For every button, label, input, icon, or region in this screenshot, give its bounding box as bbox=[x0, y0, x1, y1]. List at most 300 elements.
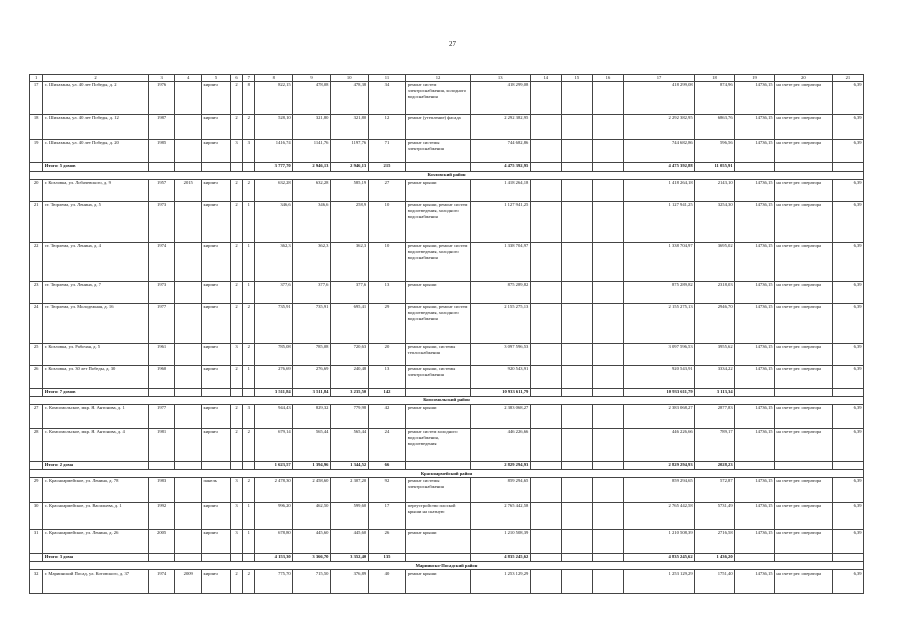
table-cell bbox=[561, 179, 592, 201]
table-cell bbox=[230, 553, 242, 561]
table-cell bbox=[592, 114, 623, 139]
table-cell: 14736,15 bbox=[735, 529, 775, 553]
table-cell: 6,39 bbox=[832, 428, 863, 461]
table-cell bbox=[530, 428, 561, 461]
table-cell bbox=[175, 162, 202, 171]
column-number: 1 bbox=[30, 75, 43, 82]
table-cell bbox=[592, 502, 623, 529]
table-cell: 679,14 bbox=[255, 428, 293, 461]
table-cell: 1 bbox=[243, 502, 255, 529]
table-cell: 13 bbox=[368, 365, 406, 388]
table-cell: кирпич bbox=[202, 529, 231, 553]
table-cell bbox=[592, 477, 623, 502]
table-cell: 24 bbox=[368, 428, 406, 461]
table-cell: 32 bbox=[30, 569, 43, 593]
table-cell: 3 097 596,53 bbox=[470, 343, 530, 365]
table-cell: 4 153,30 bbox=[255, 553, 293, 561]
table-cell: 3 352,40 bbox=[330, 553, 368, 561]
table-cell: 785,08 bbox=[293, 343, 331, 365]
table-cell bbox=[561, 502, 592, 529]
total-row bbox=[30, 388, 864, 396]
table-cell: кирпич bbox=[202, 502, 231, 529]
table-cell: 14736,15 bbox=[735, 281, 775, 303]
table-cell: 3 777,70 bbox=[255, 162, 293, 171]
table-row bbox=[30, 343, 864, 365]
table-cell bbox=[530, 553, 561, 561]
table-cell: 1983 bbox=[148, 477, 175, 502]
table-cell: 2 383 068,27 bbox=[470, 404, 530, 428]
table-cell bbox=[230, 388, 242, 396]
table-cell: 3 bbox=[230, 343, 242, 365]
table-cell: 6,39 bbox=[832, 139, 863, 162]
table-cell: ремонт крыши bbox=[406, 529, 470, 553]
table-row bbox=[30, 201, 864, 242]
column-number: 15 bbox=[561, 75, 592, 82]
table-cell bbox=[243, 461, 255, 469]
table-cell: 321,80 bbox=[293, 114, 331, 139]
table-cell: ремонт крыши bbox=[406, 179, 470, 201]
table-cell: 1957 bbox=[148, 179, 175, 201]
table-cell: 17 bbox=[368, 502, 406, 529]
table-cell: 1973 bbox=[148, 201, 175, 242]
table-cell bbox=[561, 303, 592, 343]
table-cell: 4 475 392,95 bbox=[470, 162, 530, 171]
table-cell: 920 543,91 bbox=[470, 365, 530, 388]
table-cell: кирпич bbox=[202, 242, 231, 281]
table-cell: 30 bbox=[30, 502, 43, 529]
table-cell bbox=[530, 81, 561, 114]
district-header-row bbox=[30, 171, 864, 179]
table-cell: 3955,62 bbox=[695, 343, 735, 365]
table-cell: 14736,15 bbox=[735, 569, 775, 593]
table-cell: 6,39 bbox=[832, 529, 863, 553]
table-cell bbox=[175, 461, 202, 469]
table-cell: 1987 bbox=[148, 114, 175, 139]
table-cell bbox=[30, 162, 43, 171]
table-cell: 4 835 245,62 bbox=[470, 553, 530, 561]
table-cell: 92 bbox=[368, 477, 406, 502]
table-cell: 3 511,84 bbox=[293, 388, 331, 396]
table-cell: 1973 bbox=[148, 281, 175, 303]
table-cell bbox=[202, 388, 231, 396]
table-cell: 2 292 382,95 bbox=[470, 114, 530, 139]
table-cell: 2143,10 bbox=[695, 179, 735, 201]
table-cell: 27 bbox=[368, 179, 406, 201]
table-cell bbox=[561, 81, 592, 114]
table-cell: 2015 bbox=[175, 179, 202, 201]
table-cell bbox=[735, 388, 775, 396]
table-cell: 1 253 129,29 bbox=[470, 569, 530, 593]
table-cell: 4 475 392,88 bbox=[623, 162, 694, 171]
table-row bbox=[30, 303, 864, 343]
table-cell: на счете рег. оператора bbox=[774, 201, 832, 242]
table-cell: 735,91 bbox=[255, 303, 293, 343]
table-cell: 1 253 129,29 bbox=[623, 569, 694, 593]
table-cell: с. Шихазаны, ул. 40 лет Победы, д. 20 bbox=[43, 139, 148, 162]
table-cell: с. Красноармейское, ул. Ленина, д. 78 bbox=[43, 477, 148, 502]
column-number: 4 bbox=[175, 75, 202, 82]
table-cell bbox=[406, 388, 470, 396]
table-cell: 822,15 bbox=[255, 81, 293, 114]
table-cell: г. Козловка, ул. Лобачевского, д. 9 bbox=[43, 179, 148, 201]
table-cell bbox=[530, 281, 561, 303]
table-cell: 4 835 245,62 bbox=[623, 553, 694, 561]
table-cell bbox=[202, 461, 231, 469]
table-cell: кирпич bbox=[202, 139, 231, 162]
table-cell bbox=[30, 388, 43, 396]
table-cell: 2 155 275,13 bbox=[623, 303, 694, 343]
table-cell bbox=[735, 461, 775, 469]
table-cell: ст. Тюрлема, ул. Ленина, д. 5 bbox=[43, 201, 148, 242]
table-cell: на счете рег. оператора bbox=[774, 428, 832, 461]
table-cell: 418 299,08 bbox=[470, 81, 530, 114]
table-cell: 2 829 294,93 bbox=[470, 461, 530, 469]
table-cell: 42 bbox=[368, 404, 406, 428]
table-cell bbox=[406, 162, 470, 171]
table-cell: 2 946,13 bbox=[293, 162, 331, 171]
table-cell: 17 bbox=[30, 81, 43, 114]
table-cell: ст. Тюрлема, ул. Молодежная, д. 16 bbox=[43, 303, 148, 343]
table-cell bbox=[561, 388, 592, 396]
table-cell: 10 bbox=[368, 242, 406, 281]
table-cell: Итого: 2 дома bbox=[43, 461, 148, 469]
table-cell bbox=[561, 242, 592, 281]
column-number-row bbox=[30, 75, 864, 82]
table-cell: 13 bbox=[368, 281, 406, 303]
table-cell: 14736,15 bbox=[735, 343, 775, 365]
table-cell: 31 bbox=[30, 529, 43, 553]
table-cell: 1977 bbox=[148, 404, 175, 428]
district-name: Красноармейский район bbox=[30, 469, 864, 477]
table-cell: на счете рег. оператора bbox=[774, 365, 832, 388]
table-cell: 565,44 bbox=[330, 428, 368, 461]
table-cell: 789,17 bbox=[695, 428, 735, 461]
table-cell bbox=[774, 553, 832, 561]
table-cell bbox=[592, 404, 623, 428]
table-cell: 276,69 bbox=[293, 365, 331, 388]
table-cell: 6,39 bbox=[832, 179, 863, 201]
table-cell: г. Мариинский Посад, ул. Котовского, д. 37 bbox=[43, 569, 148, 593]
table-cell: 2 bbox=[230, 242, 242, 281]
table-cell: 2 307,20 bbox=[330, 477, 368, 502]
table-cell: 829,32 bbox=[293, 404, 331, 428]
table-cell: 8 bbox=[243, 81, 255, 114]
table-cell bbox=[592, 303, 623, 343]
table-cell bbox=[561, 404, 592, 428]
table-cell: 11 055,91 bbox=[695, 162, 735, 171]
column-number: 18 bbox=[695, 75, 735, 82]
table-row bbox=[30, 529, 864, 553]
table-cell bbox=[175, 365, 202, 388]
table-cell: ремонт систем холодного водоснабжения, водоотведения bbox=[406, 428, 470, 461]
district-header-row bbox=[30, 562, 864, 570]
table-cell: 2877,83 bbox=[695, 404, 735, 428]
table-cell bbox=[561, 477, 592, 502]
table-cell: кирпич bbox=[202, 179, 231, 201]
table-cell: 446 226,66 bbox=[470, 428, 530, 461]
district-name: Мариинско-Посадский район bbox=[30, 562, 864, 570]
table-cell: 445,60 bbox=[330, 529, 368, 553]
table-cell: 3 bbox=[230, 502, 242, 529]
table-cell: 6,39 bbox=[832, 477, 863, 502]
table-cell: на счете рег. оператора bbox=[774, 477, 832, 502]
table-cell: 14736,15 bbox=[735, 404, 775, 428]
table-cell: 2 292 382,95 bbox=[623, 114, 694, 139]
table-cell bbox=[592, 365, 623, 388]
table-cell: 14736,15 bbox=[735, 477, 775, 502]
table-cell: 1 bbox=[243, 242, 255, 281]
table-cell bbox=[530, 502, 561, 529]
table-cell: кирпич bbox=[202, 201, 231, 242]
table-cell bbox=[832, 162, 863, 171]
table-cell bbox=[530, 139, 561, 162]
table-cell: кирпич bbox=[202, 281, 231, 303]
table-cell: 1974 bbox=[148, 569, 175, 593]
table-cell: 5731,49 bbox=[695, 502, 735, 529]
table-cell bbox=[530, 162, 561, 171]
district-header-row bbox=[30, 396, 864, 404]
table-cell: на счете рег. оператора bbox=[774, 114, 832, 139]
table-cell: 6863,76 bbox=[695, 114, 735, 139]
table-cell: 258,9 bbox=[330, 201, 368, 242]
table-cell: Итого: 7 домов bbox=[43, 388, 148, 396]
table-cell: 874,96 bbox=[695, 81, 735, 114]
table-cell: 22 bbox=[30, 242, 43, 281]
table-cell: 585,19 bbox=[330, 179, 368, 201]
table-cell: 10 933 611,79 bbox=[623, 388, 694, 396]
table-cell bbox=[530, 404, 561, 428]
table-cell: 6,39 bbox=[832, 303, 863, 343]
table-cell: кирпич bbox=[202, 569, 231, 593]
table-row bbox=[30, 365, 864, 388]
table-cell: 377,6 bbox=[293, 281, 331, 303]
table-cell bbox=[230, 162, 242, 171]
table-cell: 3 511,84 bbox=[255, 388, 293, 396]
table-cell: 445,60 bbox=[293, 529, 331, 553]
table-cell bbox=[175, 477, 202, 502]
table-cell: 1 127 941,25 bbox=[470, 201, 530, 242]
table-cell: 462,50 bbox=[293, 502, 331, 529]
table-cell: 695,41 bbox=[330, 303, 368, 343]
table-cell bbox=[148, 553, 175, 561]
table-cell: 446 226,66 bbox=[623, 428, 694, 461]
table-cell: ремонт крыши bbox=[406, 281, 470, 303]
table-row bbox=[30, 428, 864, 461]
table-cell: 6,39 bbox=[832, 201, 863, 242]
table-cell: 2005 bbox=[148, 529, 175, 553]
table-cell bbox=[592, 201, 623, 242]
table-cell: 775,70 bbox=[255, 569, 293, 593]
table-cell: 377,6 bbox=[255, 281, 293, 303]
table-cell: 29 bbox=[30, 477, 43, 502]
table-cell: 3254,30 bbox=[695, 201, 735, 242]
table-cell bbox=[530, 365, 561, 388]
table-cell: ремонт крыши, ремонт систем водоотведения, холодного водоснабжения bbox=[406, 303, 470, 343]
table-cell: 2 bbox=[243, 428, 255, 461]
table-cell: 859 294,65 bbox=[623, 477, 694, 502]
district-name: Комсомольский район bbox=[30, 396, 864, 404]
table-cell bbox=[530, 242, 561, 281]
table-cell: ремонт систем электроснабжения, холодного водоснабжения bbox=[406, 81, 470, 114]
table-cell: ремонт крыши, ремонт систем водоотведения, холодного водоснабжения bbox=[406, 201, 470, 242]
table-cell bbox=[561, 139, 592, 162]
table-cell: 1751,40 bbox=[695, 569, 735, 593]
table-cell: 1141,76 bbox=[293, 139, 331, 162]
table-cell bbox=[243, 162, 255, 171]
table-cell: 2716,58 bbox=[695, 529, 735, 553]
table-cell: на счете рег. оператора bbox=[774, 569, 832, 593]
table-cell bbox=[832, 461, 863, 469]
table-cell: 19 bbox=[30, 139, 43, 162]
table-row bbox=[30, 281, 864, 303]
table-cell: кирпич bbox=[202, 81, 231, 114]
table-cell: 2 bbox=[230, 114, 242, 139]
table-cell: с. Шихазаны, ул. 40 лет Победы, д. 2 bbox=[43, 81, 148, 114]
table-cell bbox=[832, 388, 863, 396]
total-row bbox=[30, 461, 864, 469]
table-cell: 2 bbox=[230, 404, 242, 428]
table-cell bbox=[175, 139, 202, 162]
table-cell: ст. Тюрлема, ул. Ленина, д. 4 bbox=[43, 242, 148, 281]
table-cell bbox=[148, 388, 175, 396]
column-number: 19 bbox=[735, 75, 775, 82]
table-cell bbox=[530, 303, 561, 343]
table-cell bbox=[774, 388, 832, 396]
table-cell bbox=[592, 179, 623, 201]
table-cell bbox=[561, 553, 592, 561]
table-cell: 12 bbox=[368, 114, 406, 139]
table-cell bbox=[592, 428, 623, 461]
table-cell: 2 bbox=[230, 569, 242, 593]
table-cell: 23 bbox=[30, 281, 43, 303]
table-cell bbox=[243, 388, 255, 396]
table-cell bbox=[175, 404, 202, 428]
table-cell: 2946,70 bbox=[695, 303, 735, 343]
table-cell: 2009 bbox=[175, 569, 202, 593]
table-cell: 920 543,91 bbox=[623, 365, 694, 388]
repair-program-table bbox=[29, 74, 864, 594]
table-cell: ремонт крыши, системы электроснабжения bbox=[406, 365, 470, 388]
table-cell bbox=[530, 201, 561, 242]
table-cell: Итого: 5 домов bbox=[43, 162, 148, 171]
table-cell bbox=[148, 162, 175, 171]
table-cell: 1 bbox=[243, 281, 255, 303]
table-cell: 3 bbox=[243, 404, 255, 428]
table-cell: 321,80 bbox=[330, 114, 368, 139]
table-row bbox=[30, 81, 864, 114]
table-cell: 2 383 068,27 bbox=[623, 404, 694, 428]
table-cell: 20 bbox=[30, 179, 43, 201]
table-row bbox=[30, 114, 864, 139]
table-cell: 6,39 bbox=[832, 569, 863, 593]
table-cell: 6,39 bbox=[832, 81, 863, 114]
column-number: 3 bbox=[148, 75, 175, 82]
table-cell bbox=[592, 529, 623, 553]
table-cell: ремонт (утепление) фасада bbox=[406, 114, 470, 139]
table-cell: 1 418 264,18 bbox=[470, 179, 530, 201]
table-cell: 346,6 bbox=[255, 201, 293, 242]
table-cell: 2 bbox=[243, 477, 255, 502]
table-cell: 362,3 bbox=[255, 242, 293, 281]
table-cell: 377,6 bbox=[330, 281, 368, 303]
column-number: 5 bbox=[202, 75, 231, 82]
table-cell: с. Комсомольское, мкр. Я. Антонова, д. 4 bbox=[43, 428, 148, 461]
table-cell bbox=[530, 461, 561, 469]
table-cell: панель bbox=[202, 477, 231, 502]
column-number: 21 bbox=[832, 75, 863, 82]
table-cell bbox=[774, 461, 832, 469]
table-cell bbox=[30, 553, 43, 561]
table-cell: на счете рег. оператора bbox=[774, 81, 832, 114]
table-cell: 14736,15 bbox=[735, 201, 775, 242]
table-cell: 40 bbox=[368, 569, 406, 593]
table-cell: 1 bbox=[243, 529, 255, 553]
table-cell: 6,39 bbox=[832, 404, 863, 428]
table-row bbox=[30, 139, 864, 162]
table-cell: на счете рег. оператора bbox=[774, 502, 832, 529]
table-cell: 875 289,82 bbox=[470, 281, 530, 303]
table-cell bbox=[175, 343, 202, 365]
table-cell: 2 155 275,13 bbox=[470, 303, 530, 343]
table-cell bbox=[175, 529, 202, 553]
table-cell: ремонт крыши, системы теплоснабжения bbox=[406, 343, 470, 365]
table-cell: 376,89 bbox=[330, 569, 368, 593]
table-cell bbox=[832, 553, 863, 561]
column-number: 9 bbox=[293, 75, 331, 82]
table-cell: 2 bbox=[230, 303, 242, 343]
table-cell: 1961 bbox=[148, 343, 175, 365]
column-number: 2 bbox=[43, 75, 148, 82]
table-cell: на счете рег. оператора bbox=[774, 179, 832, 201]
table-cell: 785,08 bbox=[255, 343, 293, 365]
total-row bbox=[30, 162, 864, 171]
column-number: 10 bbox=[330, 75, 368, 82]
table-cell bbox=[592, 162, 623, 171]
table-cell: ремонт системы электроснабжения bbox=[406, 139, 470, 162]
table-cell: переустройство плоской крыши на скатную bbox=[406, 502, 470, 529]
district-name: Козловский район bbox=[30, 171, 864, 179]
table-cell: 596,56 bbox=[695, 139, 735, 162]
table-cell bbox=[561, 365, 592, 388]
table-cell: на счете рег. оператора bbox=[774, 303, 832, 343]
table-cell bbox=[561, 529, 592, 553]
table-cell: 14736,15 bbox=[735, 242, 775, 281]
table-cell bbox=[175, 303, 202, 343]
table-cell bbox=[175, 114, 202, 139]
column-number: 7 bbox=[243, 75, 255, 82]
table-cell: 735,91 bbox=[293, 303, 331, 343]
table-cell bbox=[561, 569, 592, 593]
table-cell: ремонт крыши, ремонт систем водоотведения, холодного водоснабжения bbox=[406, 242, 470, 281]
table-row bbox=[30, 179, 864, 201]
table-cell bbox=[561, 281, 592, 303]
table-cell: г. Козловка, ул. 30 лет Победы, д. 30 bbox=[43, 365, 148, 388]
table-cell: 10 bbox=[368, 201, 406, 242]
table-cell: 1960 bbox=[148, 365, 175, 388]
table-cell bbox=[561, 461, 592, 469]
table-cell bbox=[230, 461, 242, 469]
column-number: 8 bbox=[255, 75, 293, 82]
table-cell: 3 bbox=[230, 477, 242, 502]
table-cell: 3 113,34 bbox=[695, 388, 735, 396]
column-number: 6 bbox=[230, 75, 242, 82]
table-cell: 21 bbox=[30, 201, 43, 242]
table-cell: 2 478,30 bbox=[255, 477, 293, 502]
table-cell: 2 bbox=[243, 343, 255, 365]
table-cell: г. Козловка, ул. Рабочая, д. 5 bbox=[43, 343, 148, 365]
table-cell: 362,3 bbox=[293, 242, 331, 281]
column-number: 11 bbox=[368, 75, 406, 82]
